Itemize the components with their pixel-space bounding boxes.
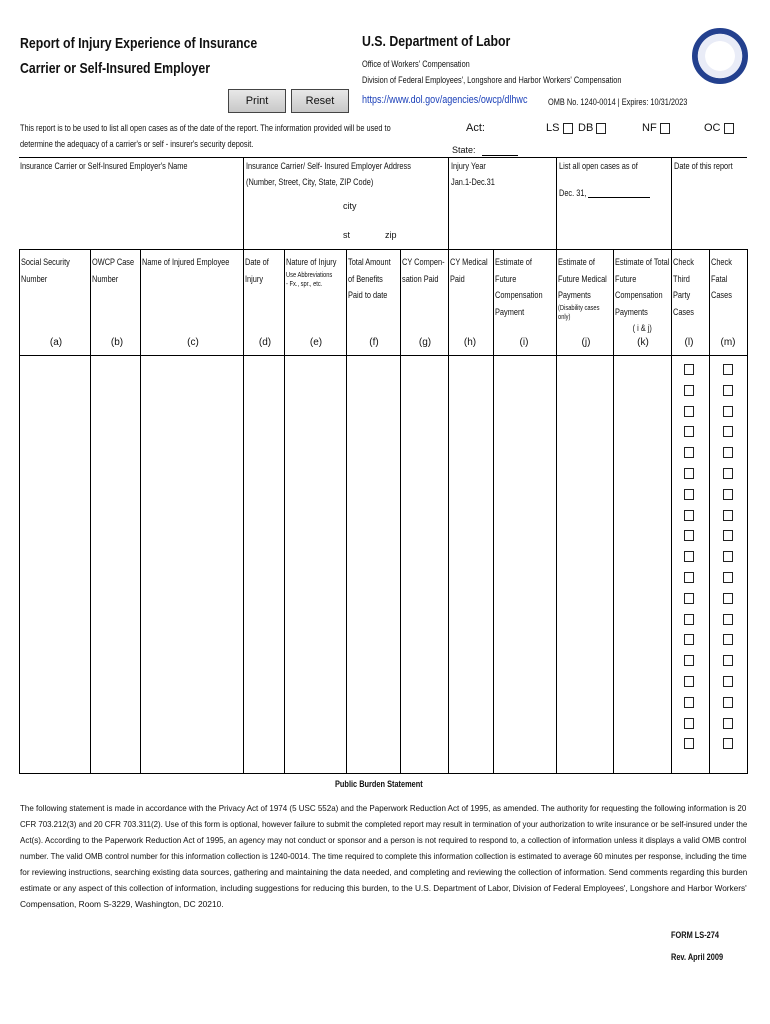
column-header-text: Party — [673, 290, 691, 300]
third-party-checkbox[interactable] — [684, 718, 694, 729]
column-letter: (a) — [49, 337, 63, 348]
column-header-text: Nature of Injury — [286, 257, 337, 267]
fatal-case-checkbox[interactable] — [723, 489, 733, 500]
fatal-case-checkbox[interactable] — [723, 406, 733, 417]
column-letter: (g) — [418, 337, 432, 348]
third-party-checkbox[interactable] — [684, 738, 694, 749]
column-letter: (l) — [684, 337, 694, 348]
column-header — [142, 254, 229, 271]
third-party-checkbox[interactable] — [684, 530, 694, 541]
reset-button[interactable]: Reset — [291, 89, 349, 113]
fatal-case-checkbox[interactable] — [723, 364, 733, 375]
column-header — [615, 254, 669, 334]
fatal-case-checkbox[interactable] — [723, 738, 733, 749]
third-party-checkbox[interactable] — [684, 551, 694, 562]
column-header-text: of Benefits — [348, 273, 383, 284]
column-header-text: Cases — [711, 290, 732, 300]
column-divider — [284, 249, 285, 774]
column-header-text: Date of — [245, 257, 269, 267]
column-header-text: OWCP Case — [92, 257, 135, 267]
burden-text-line: CFR 703.212(3) and 20 CFR 703.311(2). Use of this form is optional, however failure to submit the completed report may result in termination of your authorization to write insurance or be self-insured under the — [20, 819, 748, 829]
column-letter: (f) — [369, 337, 379, 348]
third-party-checkbox[interactable] — [684, 489, 694, 500]
act-option-ls-label: LS — [546, 122, 560, 134]
fatal-case-checkbox[interactable] — [723, 697, 733, 708]
column-header — [286, 254, 336, 289]
column-letter: (i) — [519, 337, 529, 348]
act-option-oc[interactable] — [704, 122, 734, 134]
column-divider — [346, 249, 347, 774]
third-party-checkbox[interactable] — [684, 655, 694, 666]
third-party-checkbox[interactable] — [684, 385, 694, 396]
column-divider — [613, 249, 614, 774]
fatal-case-checkbox[interactable] — [723, 634, 733, 645]
address-label-1: Insurance Carrier/ Self- Insured Employer Address — [246, 161, 411, 171]
st-label: st — [343, 230, 351, 240]
divider — [448, 157, 449, 249]
column-header-text: Compensation — [495, 290, 543, 300]
fatal-case-checkbox[interactable] — [723, 426, 733, 437]
form-title-line1: Report of Injury Experience of Insurance — [20, 35, 258, 52]
intro-line-2: determine the adequacy of a carrier's or self - insurer's security deposit. — [20, 139, 254, 149]
column-header-text: Third — [673, 273, 690, 284]
form-revision: Rev. April 2009 — [671, 952, 724, 962]
column-header-text: Compensation — [615, 290, 663, 300]
column-header-text: Estimate of — [495, 257, 532, 267]
column-header-text: Name of Injured Employee — [142, 257, 230, 267]
dol-link[interactable]: https://www.dol.gov/agencies/owcp/dlhwc — [362, 94, 528, 106]
oc-checkbox[interactable] — [724, 123, 734, 134]
column-header-text: Cases — [673, 306, 694, 317]
column-header — [450, 254, 488, 287]
fatal-case-checkbox[interactable] — [723, 572, 733, 583]
column-letter: (k) — [637, 337, 649, 348]
column-header — [92, 254, 134, 287]
injury-year-label: Injury Year — [451, 161, 486, 171]
form-title-line2: Carrier or Self-Insured Employer — [20, 60, 211, 77]
table-bottom-border — [19, 773, 747, 774]
agency-name: U.S. Department of Labor — [362, 33, 511, 50]
column-divider — [709, 249, 710, 774]
column-letter: (m) — [720, 337, 736, 348]
column-header-text: Social Security — [21, 257, 70, 267]
column-letter: (d) — [258, 337, 272, 348]
burden-text-line: estimate or any aspect of this collection of information, including suggestions for reducing this burden, to the U.S. Department of Labor, Division of Federal Employees', Longshore and Harbor Workers' — [20, 883, 747, 893]
column-letter: (j) — [581, 337, 591, 348]
injury-year-range: Jan.1-Dec.31 — [451, 177, 495, 187]
column-header — [673, 254, 694, 320]
column-divider — [671, 249, 672, 774]
office-name: Office of Workers' Compensation — [362, 59, 470, 69]
column-header-text: Check — [711, 257, 732, 267]
act-option-ls[interactable] — [546, 122, 573, 134]
fatal-case-checkbox[interactable] — [723, 655, 733, 666]
state-label: State: — [452, 145, 476, 155]
column-header — [402, 254, 445, 287]
third-party-checkbox[interactable] — [684, 572, 694, 583]
fatal-case-checkbox[interactable] — [723, 551, 733, 562]
act-option-oc-label: OC — [704, 122, 721, 134]
column-header-text: Future Medical — [558, 273, 607, 284]
city-label: city — [343, 201, 357, 211]
fatal-case-checkbox[interactable] — [723, 614, 733, 625]
column-header-text: Payments — [558, 290, 591, 300]
column-header-text: Injury — [245, 273, 264, 284]
fatal-case-checkbox[interactable] — [723, 510, 733, 521]
column-header-note: Use Abbreviations - Fx., spr., etc. — [286, 271, 333, 288]
divider — [671, 157, 672, 249]
column-header-text: Fatal — [711, 273, 728, 284]
db-checkbox[interactable] — [596, 123, 606, 134]
zip-label: zip — [385, 230, 397, 240]
column-header-text: Estimate of — [558, 257, 595, 267]
column-header — [21, 254, 70, 287]
column-header-text: sation Paid — [402, 273, 439, 284]
column-header — [348, 254, 391, 304]
column-header-note: (Disability cases only) — [558, 304, 600, 321]
third-party-checkbox[interactable] — [684, 406, 694, 417]
column-header-text: Total Amount — [348, 257, 391, 267]
third-party-checkbox[interactable] — [684, 614, 694, 625]
column-divider — [747, 249, 748, 774]
column-letter: (c) — [187, 337, 199, 348]
column-header-text: Payments — [615, 306, 648, 317]
column-divider — [243, 249, 244, 774]
act-option-db-label: DB — [578, 122, 594, 134]
ls-checkbox[interactable] — [563, 123, 573, 134]
print-button[interactable]: Print — [228, 89, 286, 113]
column-letter: (b) — [110, 337, 124, 348]
carrier-name-label: Insurance Carrier or Self-Insured Employer's Name — [20, 161, 188, 171]
open-cases-label: List all open cases as of — [559, 161, 638, 171]
nf-checkbox[interactable] — [660, 123, 670, 134]
column-header-text: Estimate of Total — [615, 257, 670, 267]
open-cases-date: Dec. 31, — [559, 188, 587, 198]
third-party-checkbox[interactable] — [684, 364, 694, 375]
burden-text-line: Compensation, Room S-3229, Washington, DC 20210. — [20, 899, 224, 909]
column-header-text: Number — [92, 273, 119, 284]
column-header-note: ( i & j) — [632, 323, 652, 333]
fatal-case-checkbox[interactable] — [723, 447, 733, 458]
act-option-db[interactable] — [578, 122, 606, 134]
column-header-text: CY Compen- — [402, 257, 445, 267]
fatal-case-checkbox[interactable] — [723, 593, 733, 604]
burden-text-line: number. The valid OMB control number for this information collection is 1240-0014. The time required to complete this information collection is estimated to average 60 minutes per response, including the time — [20, 851, 747, 861]
column-divider — [400, 249, 401, 774]
address-label-2: (Number, Street, City, State, ZIP Code) — [246, 177, 374, 187]
column-divider — [140, 249, 141, 774]
act-option-nf[interactable] — [642, 122, 670, 134]
third-party-checkbox[interactable] — [684, 697, 694, 708]
burden-text-line: Act(s). According to the Paperwork Reduction Act of 1995, an agency may not conduct or sponsor and a person is not required to respond to, a collection of information unless it displays a valid OMB control — [20, 835, 747, 845]
form-number: FORM LS-274 — [671, 930, 719, 940]
column-divider — [493, 249, 494, 774]
state-field[interactable] — [482, 155, 518, 156]
third-party-checkbox[interactable] — [684, 447, 694, 458]
column-header-text: Number — [21, 273, 48, 284]
divider — [556, 157, 557, 249]
column-header-text: Paid to date — [348, 290, 388, 300]
divider — [243, 157, 244, 249]
intro-line-1: This report is to be used to list all open cases as of the date of the report. The information provided will be used to — [20, 123, 391, 133]
column-header-text: Future — [495, 273, 517, 284]
column-divider — [19, 249, 20, 774]
omb-number: OMB No. 1240-0014 | Expires: 10/31/2023 — [548, 97, 688, 107]
column-divider — [556, 249, 557, 774]
column-header — [495, 254, 543, 320]
third-party-checkbox[interactable] — [684, 676, 694, 687]
fatal-case-checkbox[interactable] — [723, 530, 733, 541]
burden-text-line: The following statement is made in accordance with the Privacy Act of 1974 (5 USC 552a) and the Paperwork Reduction Act of 1995, as amended. The authority for requesting the following information is 20 — [20, 803, 747, 813]
fatal-case-checkbox[interactable] — [723, 468, 733, 479]
third-party-checkbox[interactable] — [684, 593, 694, 604]
open-cases-year-field[interactable] — [588, 197, 650, 198]
table-top-border — [19, 249, 747, 250]
column-divider — [90, 249, 91, 774]
column-divider — [448, 249, 449, 774]
column-letter: (e) — [309, 337, 323, 348]
third-party-checkbox[interactable] — [684, 510, 694, 521]
fatal-case-checkbox[interactable] — [723, 718, 733, 729]
dol-seal-icon — [692, 28, 748, 84]
third-party-checkbox[interactable] — [684, 634, 694, 645]
burden-text-line: for reviewing instructions, searching existing data sources, gathering and maintaining the data needed, and completing and reviewing the collection of information. Send comments regarding this burden — [20, 867, 748, 877]
division-name: Division of Federal Employees', Longshore and Harbor Workers' Compensation — [362, 75, 622, 85]
act-label: Act: — [466, 122, 485, 134]
table-header-border — [19, 355, 747, 356]
report-date-label: Date of this report — [674, 161, 733, 171]
third-party-checkbox[interactable] — [684, 468, 694, 479]
burden-title: Public Burden Statement — [335, 779, 423, 789]
column-header-text: Check — [673, 257, 694, 267]
fatal-case-checkbox[interactable] — [723, 385, 733, 396]
column-header — [558, 254, 607, 322]
column-header-text: Future — [615, 273, 637, 284]
column-letter: (h) — [463, 337, 477, 348]
fatal-case-checkbox[interactable] — [723, 676, 733, 687]
act-option-nf-label: NF — [642, 122, 657, 134]
third-party-checkbox[interactable] — [684, 426, 694, 437]
column-header-text: CY Medical — [450, 257, 488, 267]
column-header — [711, 254, 732, 304]
divider — [19, 157, 747, 158]
column-header-text: Paid — [450, 273, 465, 284]
column-header — [245, 254, 269, 287]
column-header-text: Payment — [495, 306, 525, 317]
